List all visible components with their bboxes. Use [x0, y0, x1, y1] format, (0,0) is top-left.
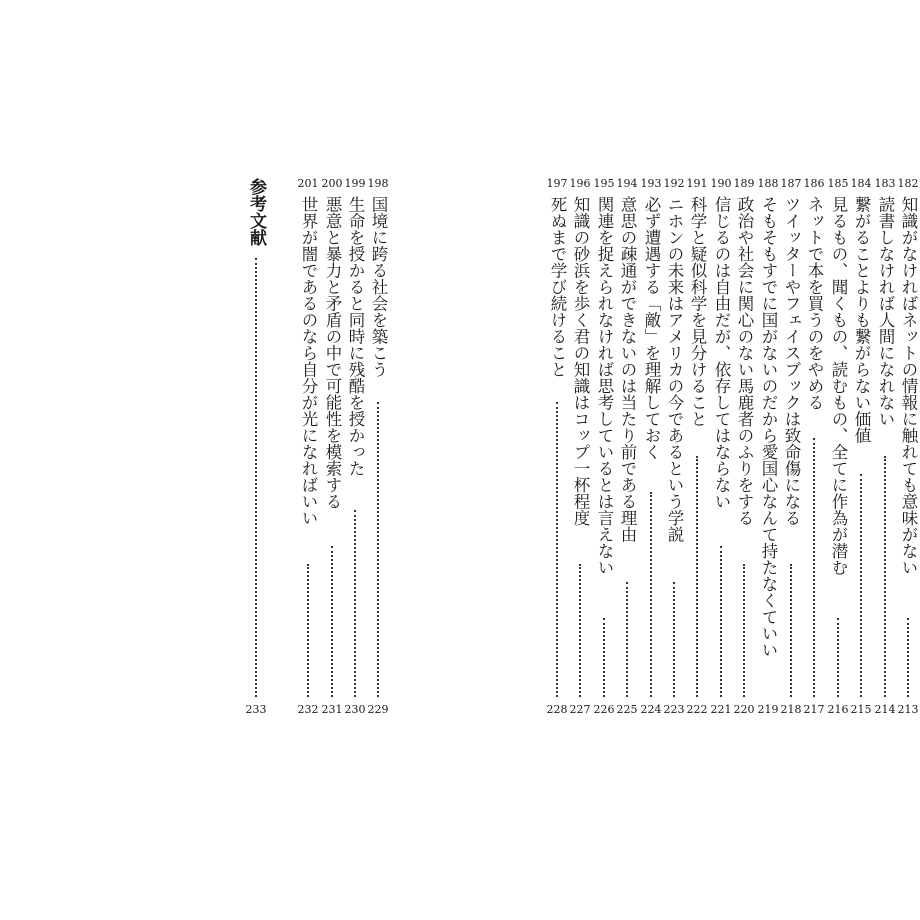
page-number: 222	[686, 703, 708, 716]
toc-references-entry[interactable]	[244, 0, 268, 920]
entry-title: 繋がることよりも繋がらない価値	[852, 196, 871, 444]
toc-entry[interactable]	[709, 0, 733, 920]
dot-leader	[579, 564, 583, 697]
entry-number: 199	[344, 177, 366, 190]
page-number: 214	[874, 703, 896, 716]
entry-number: 183	[874, 177, 896, 190]
page-number: 218	[780, 703, 802, 716]
entry-number: 198	[367, 177, 389, 190]
entry-title: 見るもの、聞くもの、読むもの、全てに作為が潜む	[829, 196, 848, 576]
toc-entry[interactable]	[296, 0, 320, 920]
page-number: 226	[593, 703, 615, 716]
toc-entry[interactable]	[592, 0, 616, 920]
dot-leader	[354, 510, 358, 697]
page-number: 221	[710, 703, 732, 716]
entry-title: 科学と疑似科学を見分けること	[688, 196, 707, 427]
page-number: 224	[640, 703, 662, 716]
entry-number: 186	[803, 177, 825, 190]
toc-entry[interactable]	[756, 0, 780, 920]
dot-leader	[255, 258, 259, 697]
entry-number: 200	[321, 177, 343, 190]
dot-leader	[673, 582, 677, 697]
dot-leader	[626, 582, 630, 697]
toc-entry[interactable]	[826, 0, 850, 920]
page-number: 229	[367, 703, 389, 716]
page-number: 231	[321, 703, 343, 716]
toc-entry[interactable]	[615, 0, 639, 920]
entry-title: 生命を授かると同時に残酷を授かった	[346, 196, 365, 477]
entry-number: 196	[569, 177, 591, 190]
entry-title: ネットで本を買うのをやめる	[805, 196, 824, 411]
entry-title: 政治や社会に関心のない馬鹿者のふりをする	[735, 196, 754, 526]
entry-title: そもそもすでに国がないのだから愛国心なんて持たなくていい	[759, 196, 778, 658]
toc-entry[interactable]	[732, 0, 756, 920]
entry-title: ニホンの未来はアメリカの今であるという学説	[665, 196, 684, 543]
toc-entry[interactable]	[320, 0, 344, 920]
entry-number: 195	[593, 177, 615, 190]
dot-leader	[837, 618, 841, 697]
page-number: 217	[803, 703, 825, 716]
page-number: 215	[850, 703, 872, 716]
page-number: 223	[663, 703, 685, 716]
page-number: 228	[546, 703, 568, 716]
page-number: 230	[344, 703, 366, 716]
dot-leader	[377, 402, 381, 697]
dot-leader	[884, 456, 888, 697]
entry-number: 197	[546, 177, 568, 190]
dot-leader	[603, 618, 607, 697]
entry-number: 189	[733, 177, 755, 190]
dot-leader	[331, 546, 335, 697]
entry-number: 185	[827, 177, 849, 190]
entry-title: 必ず遭遇する「敵」を理解しておく	[642, 196, 661, 460]
toc-entry[interactable]	[662, 0, 686, 920]
toc-entry[interactable]	[685, 0, 709, 920]
page-number: 233	[245, 703, 267, 716]
dot-leader	[556, 402, 560, 697]
entry-number: 201	[297, 177, 319, 190]
entry-title: 信じるのは自由だが、依存してはならない	[712, 196, 731, 510]
toc-entry[interactable]	[802, 0, 826, 920]
entry-title: 知識の砂浜を歩く君の知識はコップ一杯程度	[571, 196, 590, 526]
entry-number: 184	[850, 177, 872, 190]
entry-number: 192	[663, 177, 685, 190]
toc-entry[interactable]	[366, 0, 390, 920]
entry-title: 参考文献	[246, 178, 266, 246]
entry-title: 悪意と暴力と矛盾の中で可能性を模索する	[323, 196, 342, 510]
entry-number: 182	[897, 177, 919, 190]
toc-entry[interactable]	[343, 0, 367, 920]
toc-entry[interactable]	[568, 0, 592, 920]
dot-leader	[696, 456, 700, 697]
page-number: 219	[757, 703, 779, 716]
dot-leader	[650, 492, 654, 697]
dot-leader	[307, 564, 311, 697]
page-number: 227	[569, 703, 591, 716]
entry-number: 191	[686, 177, 708, 190]
page-number: 220	[733, 703, 755, 716]
dot-leader	[743, 564, 747, 697]
toc-entry[interactable]	[896, 0, 920, 920]
page-number: 213	[897, 703, 919, 716]
entry-title: 死ぬまで学び続けること	[548, 196, 567, 378]
toc-entry[interactable]	[849, 0, 873, 920]
entry-number: 193	[640, 177, 662, 190]
entry-title: 読書しなければ人間になれない	[876, 196, 895, 427]
entry-number: 190	[710, 177, 732, 190]
dot-leader	[860, 474, 864, 697]
page-number: 232	[297, 703, 319, 716]
toc-entry[interactable]	[545, 0, 569, 920]
dot-leader	[907, 618, 911, 697]
entry-title: 国境に跨る社会を築こう	[369, 196, 388, 378]
entry-title: 関連を捉えられなければ思考しているとは言えない	[595, 196, 614, 576]
dot-leader	[720, 546, 724, 697]
dot-leader	[813, 438, 817, 697]
toc-entry[interactable]	[873, 0, 897, 920]
page-number: 225	[616, 703, 638, 716]
entry-number: 187	[780, 177, 802, 190]
dot-leader	[790, 564, 794, 697]
entry-title: 意思の疎通ができないのは当たり前である理由	[618, 196, 637, 543]
entry-number: 194	[616, 177, 638, 190]
page-number: 216	[827, 703, 849, 716]
toc-entry[interactable]	[779, 0, 803, 920]
entry-title: 世界が闇であるのなら自分が光になればいい	[299, 196, 318, 526]
entry-title: ツイッターやフェイスブックは致命傷になる	[782, 196, 801, 526]
entry-title: 知識がなければネットの情報に触れても意味がない	[899, 196, 918, 576]
entry-number: 188	[757, 177, 779, 190]
toc-entry[interactable]	[639, 0, 663, 920]
